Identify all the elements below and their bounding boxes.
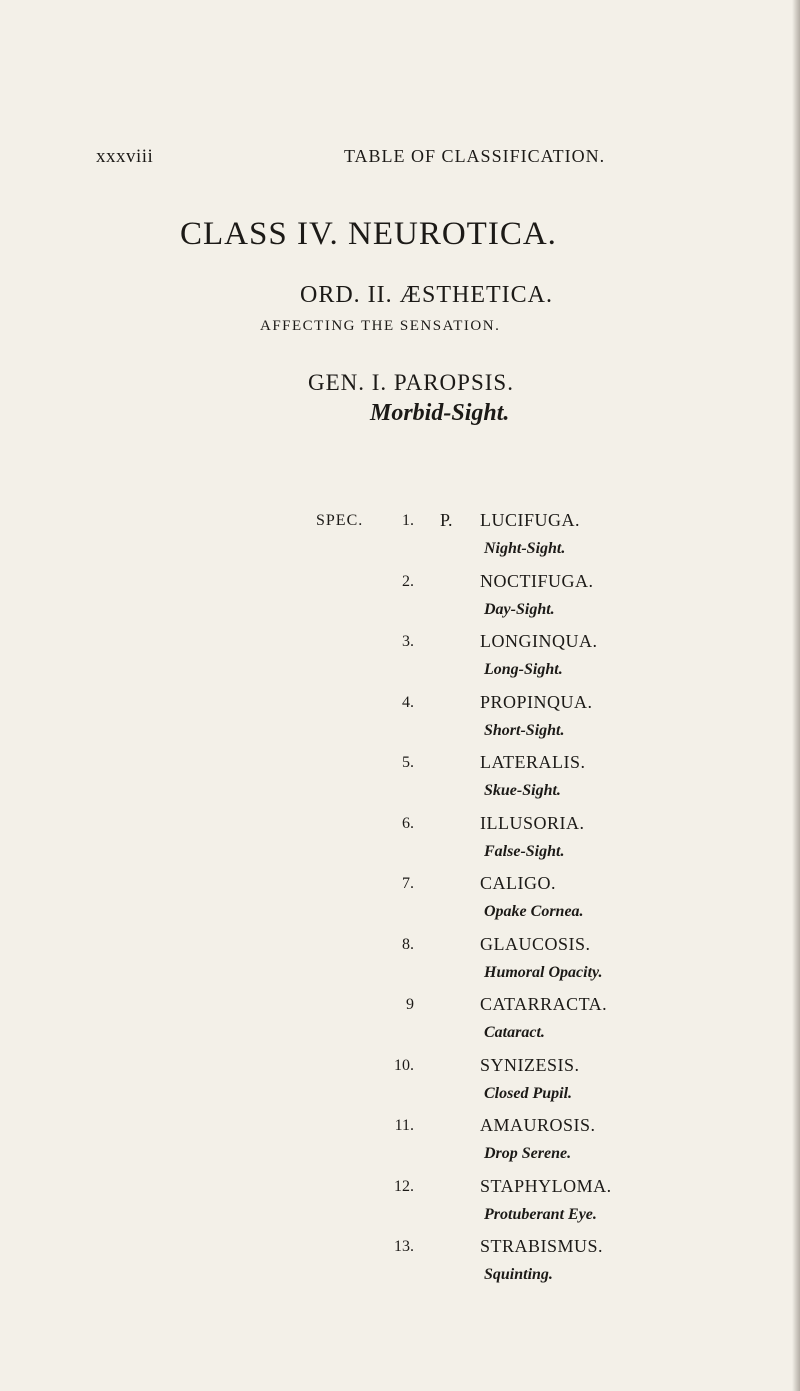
species-vernacular: Opake Cornea. (484, 903, 584, 920)
species-vernacular: Protuberant Eye. (484, 1205, 597, 1223)
species-vernacular: Skue-Sight. (484, 782, 561, 799)
species-number: 8. (402, 935, 414, 953)
species-number: 5. (402, 754, 414, 771)
species-number: 13. (394, 1238, 414, 1255)
species-name: STAPHYLOMA. (480, 1175, 612, 1196)
species-name: LATERALIS. (480, 752, 586, 772)
genus-title: GEN. I. PAROPSIS. (308, 370, 514, 395)
species-name: LUCIFUGA. (480, 510, 581, 530)
species-number: 6. (402, 814, 414, 832)
species-vernacular: Closed Pupil. (484, 1084, 573, 1102)
order-subtitle: AFFECTING THE SENSATION. (260, 318, 501, 334)
species-number: 2. (402, 572, 414, 590)
species-name: LONGINQUA. (480, 631, 598, 651)
species-name: PROPINQUA. (480, 691, 593, 712)
genus-abbrev: P. (440, 510, 453, 530)
species-vernacular: Humoral Opacity. (484, 963, 603, 981)
species-name: AMAUROSIS. (480, 1115, 596, 1135)
species-vernacular: Long-Sight. (484, 661, 563, 678)
genus-vernacular: Morbid-Sight. (370, 400, 510, 426)
species-vernacular: Short-Sight. (484, 721, 565, 739)
species-number: 4. (402, 693, 414, 711)
species-name: ILLUSORIA. (480, 812, 585, 833)
species-vernacular: False-Sight. (484, 842, 565, 860)
page-edge-shadow (792, 0, 800, 1391)
species-vernacular: Cataract. (484, 1024, 545, 1041)
species-number: 11. (394, 1117, 414, 1134)
running-title: TABLE OF CLASSIFICATION. (344, 146, 606, 166)
species-name: STRABISMUS. (480, 1236, 604, 1256)
species-name: SYNIZESIS. (480, 1054, 580, 1075)
species-name: GLAUCOSIS. (480, 933, 591, 954)
species-number: 10. (394, 1056, 414, 1074)
species-vernacular: Day-Sight. (484, 600, 555, 618)
species-number: 7. (402, 875, 414, 892)
page-number: xxxviii (96, 146, 154, 167)
species-name: CALIGO. (480, 873, 556, 893)
species-number: 12. (394, 1177, 414, 1195)
species-number: 1. (402, 512, 414, 529)
species-vernacular: Night-Sight. (484, 540, 566, 557)
species-number: 9 (406, 996, 414, 1013)
species-vernacular: Drop Serene. (484, 1145, 572, 1162)
species-name: CATARRACTA. (480, 994, 608, 1014)
class-title: CLASS IV. NEUROTICA. (180, 216, 557, 252)
species-name: NOCTIFUGA. (480, 570, 594, 591)
species-vernacular: Squinting. (484, 1266, 553, 1283)
spec-label: SPEC. (316, 512, 364, 529)
species-number: 3. (402, 633, 414, 650)
order-title: ORD. II. ÆSTHETICA. (300, 282, 553, 308)
